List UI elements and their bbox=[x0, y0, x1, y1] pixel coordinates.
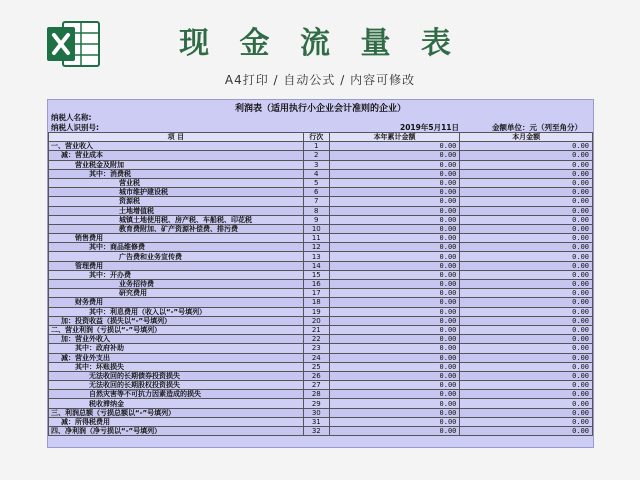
table-cell-row-no[interactable]: 22 bbox=[303, 335, 329, 344]
table-row bbox=[49, 427, 593, 436]
table-cell-ytd[interactable]: 0.00 bbox=[329, 280, 460, 289]
table-cell-item[interactable]: 减：营业成本 bbox=[49, 151, 304, 160]
table-cell-month[interactable]: 0.00 bbox=[460, 344, 593, 353]
taxpayer-name-label: 纳税人名称: bbox=[51, 113, 92, 122]
table-cell-month[interactable]: 0.00 bbox=[460, 408, 593, 417]
table-cell-row-no[interactable]: 32 bbox=[303, 427, 329, 436]
table-cell-month[interactable]: 0.00 bbox=[460, 252, 593, 261]
table-cell-item[interactable]: 税收滞纳金 bbox=[49, 399, 304, 408]
table-row bbox=[49, 371, 593, 380]
table-cell-ytd[interactable]: 0.00 bbox=[329, 325, 460, 334]
table-cell-ytd[interactable]: 0.00 bbox=[329, 234, 460, 243]
table-cell-ytd[interactable]: 0.00 bbox=[329, 417, 460, 426]
unit-label: 金额单位：元（列至角分） bbox=[492, 123, 582, 132]
table-cell-ytd[interactable]: 0.00 bbox=[329, 316, 460, 325]
table-cell-row-no[interactable]: 23 bbox=[303, 344, 329, 353]
table-cell-item[interactable]: 其中：坏账损失 bbox=[49, 362, 304, 371]
table-row bbox=[49, 142, 593, 151]
table-cell-row-no[interactable]: 7 bbox=[303, 197, 329, 206]
table-cell-month[interactable]: 0.00 bbox=[460, 160, 593, 169]
table-cell-month[interactable]: 0.00 bbox=[460, 307, 593, 316]
table-row bbox=[49, 381, 593, 390]
table-cell-ytd[interactable]: 0.00 bbox=[329, 188, 460, 197]
table-cell-month[interactable]: 0.00 bbox=[460, 280, 593, 289]
col-header-month: 本月金额 bbox=[460, 133, 593, 142]
table-cell-item[interactable]: 土地增值税 bbox=[49, 206, 304, 215]
table-cell-ytd[interactable]: 0.00 bbox=[329, 197, 460, 206]
table-cell-item[interactable]: 研究费用 bbox=[49, 289, 304, 298]
table-cell-ytd[interactable]: 0.00 bbox=[329, 289, 460, 298]
table-cell-row-no[interactable]: 3 bbox=[303, 160, 329, 169]
table-cell-row-no[interactable]: 17 bbox=[303, 289, 329, 298]
table-cell-item[interactable]: 资源税 bbox=[49, 197, 304, 206]
table-cell-ytd[interactable]: 0.00 bbox=[329, 178, 460, 187]
table-cell-ytd[interactable]: 0.00 bbox=[329, 215, 460, 224]
table-cell-month[interactable]: 0.00 bbox=[460, 142, 593, 151]
table-cell-month[interactable]: 0.00 bbox=[460, 298, 593, 307]
table-cell-month[interactable]: 0.00 bbox=[460, 325, 593, 334]
table-cell-item[interactable]: 其中：开办费 bbox=[49, 270, 304, 279]
table-row bbox=[49, 344, 593, 353]
table-cell-item[interactable]: 营业税 bbox=[49, 178, 304, 187]
table-cell-month[interactable]: 0.00 bbox=[460, 234, 593, 243]
table-cell-item[interactable]: 加：投资收益（损失以“-”号填列） bbox=[49, 316, 304, 325]
col-header-row-no: 行次 bbox=[303, 133, 329, 142]
table-cell-month[interactable]: 0.00 bbox=[460, 178, 593, 187]
table-cell-row-no[interactable]: 8 bbox=[303, 206, 329, 215]
table-cell-item[interactable]: 二、营业利润（亏损以“-”号填列） bbox=[49, 325, 304, 334]
table-cell-item[interactable]: 减：营业外支出 bbox=[49, 353, 304, 362]
table-row bbox=[49, 408, 593, 417]
table-cell-item[interactable]: 城市维护建设税 bbox=[49, 188, 304, 197]
table-cell-row-no[interactable]: 28 bbox=[303, 390, 329, 399]
table-cell-month[interactable]: 0.00 bbox=[460, 151, 593, 160]
table-cell-month[interactable]: 0.00 bbox=[460, 381, 593, 390]
table-row bbox=[49, 335, 593, 344]
table-cell-month[interactable]: 0.00 bbox=[460, 243, 593, 252]
table-cell-month[interactable]: 0.00 bbox=[460, 224, 593, 233]
table-row bbox=[49, 280, 593, 289]
table-cell-row-no[interactable]: 4 bbox=[303, 169, 329, 178]
table-cell-ytd[interactable]: 0.00 bbox=[329, 261, 460, 270]
table-cell-ytd[interactable]: 0.00 bbox=[329, 160, 460, 169]
table-cell-row-no[interactable]: 29 bbox=[303, 399, 329, 408]
page-subtitle: A4打印 / 自动公式 / 内容可修改 bbox=[224, 73, 416, 87]
table-cell-row-no[interactable]: 9 bbox=[303, 215, 329, 224]
table-cell-row-no[interactable]: 13 bbox=[303, 252, 329, 261]
table-cell-item[interactable]: 销售费用 bbox=[49, 234, 304, 243]
table-cell-month[interactable]: 0.00 bbox=[460, 390, 593, 399]
table-cell-ytd[interactable]: 0.00 bbox=[329, 335, 460, 344]
table-cell-row-no[interactable]: 10 bbox=[303, 224, 329, 233]
table-cell-row-no[interactable]: 1 bbox=[303, 142, 329, 151]
table-cell-ytd[interactable]: 0.00 bbox=[329, 151, 460, 160]
table-cell-month[interactable]: 0.00 bbox=[460, 335, 593, 344]
table-cell-ytd[interactable]: 0.00 bbox=[329, 381, 460, 390]
table-row bbox=[49, 215, 593, 224]
table-cell-row-no[interactable]: 31 bbox=[303, 417, 329, 426]
table-cell-ytd[interactable]: 0.00 bbox=[329, 427, 460, 436]
table-cell-item[interactable]: 其中：消费税 bbox=[49, 169, 304, 178]
table-cell-row-no[interactable]: 27 bbox=[303, 381, 329, 390]
table-row bbox=[49, 399, 593, 408]
table-cell-month[interactable]: 0.00 bbox=[460, 399, 593, 408]
table-cell-month[interactable]: 0.00 bbox=[460, 427, 593, 436]
table-cell-month[interactable]: 0.00 bbox=[460, 353, 593, 362]
table-cell-month[interactable]: 0.00 bbox=[460, 261, 593, 270]
table-cell-ytd[interactable]: 0.00 bbox=[329, 362, 460, 371]
table-cell-ytd[interactable]: 0.00 bbox=[329, 206, 460, 215]
table-cell-ytd[interactable]: 0.00 bbox=[329, 169, 460, 178]
table-row bbox=[49, 270, 593, 279]
table-row bbox=[49, 261, 593, 270]
table-row bbox=[49, 316, 593, 325]
table-cell-item[interactable]: 四、净利润（净亏损以“-”号填列） bbox=[49, 427, 304, 436]
table-row bbox=[49, 243, 593, 252]
table-row bbox=[49, 307, 593, 316]
table-cell-item[interactable]: 财务费用 bbox=[49, 298, 304, 307]
table-cell-ytd[interactable]: 0.00 bbox=[329, 344, 460, 353]
table-row bbox=[49, 169, 593, 178]
table-cell-ytd[interactable]: 0.00 bbox=[329, 390, 460, 399]
table-cell-ytd[interactable]: 0.00 bbox=[329, 252, 460, 261]
table-row bbox=[49, 197, 593, 206]
table-cell-month[interactable]: 0.00 bbox=[460, 169, 593, 178]
table-cell-item[interactable]: 三、利润总额（亏损总额以“-”号填列） bbox=[49, 408, 304, 417]
table-cell-row-no[interactable]: 16 bbox=[303, 280, 329, 289]
table-cell-month[interactable]: 0.00 bbox=[460, 206, 593, 215]
table-cell-row-no[interactable]: 30 bbox=[303, 408, 329, 417]
table-cell-month[interactable]: 0.00 bbox=[460, 270, 593, 279]
table-row bbox=[49, 417, 593, 426]
table-row bbox=[49, 160, 593, 169]
table-cell-row-no[interactable]: 14 bbox=[303, 261, 329, 270]
table-cell-row-no[interactable]: 12 bbox=[303, 243, 329, 252]
table-row bbox=[49, 151, 593, 160]
table-cell-month[interactable]: 0.00 bbox=[460, 289, 593, 298]
table-cell-month[interactable]: 0.00 bbox=[460, 188, 593, 197]
table-cell-row-no[interactable]: 25 bbox=[303, 362, 329, 371]
table-row bbox=[49, 188, 593, 197]
table-row bbox=[49, 362, 593, 371]
table-cell-item[interactable]: 加：营业外收入 bbox=[49, 335, 304, 344]
table-row bbox=[49, 353, 593, 362]
table-cell-ytd[interactable]: 0.00 bbox=[329, 371, 460, 380]
table-cell-item[interactable]: 一、营业收入 bbox=[49, 142, 304, 151]
table-cell-ytd[interactable]: 0.00 bbox=[329, 408, 460, 417]
table-row bbox=[49, 252, 593, 261]
table-cell-item[interactable]: 其中：商品维修费 bbox=[49, 243, 304, 252]
table-cell-row-no[interactable]: 26 bbox=[303, 371, 329, 380]
table-cell-row-no[interactable]: 20 bbox=[303, 316, 329, 325]
table-cell-month[interactable]: 0.00 bbox=[460, 371, 593, 380]
table-cell-ytd[interactable]: 0.00 bbox=[329, 298, 460, 307]
table-row bbox=[49, 178, 593, 187]
table-cell-item[interactable]: 无法收回的长期债券投资损失 bbox=[49, 371, 304, 380]
table-row bbox=[49, 234, 593, 243]
table-cell-ytd[interactable]: 0.00 bbox=[329, 243, 460, 252]
table-cell-item[interactable]: 其中：政府补助 bbox=[49, 344, 304, 353]
table-cell-row-no[interactable]: 5 bbox=[303, 178, 329, 187]
table-cell-month[interactable]: 0.00 bbox=[460, 197, 593, 206]
table-cell-row-no[interactable]: 19 bbox=[303, 307, 329, 316]
table-cell-item[interactable]: 教育费附加、矿产资源补偿费、排污费 bbox=[49, 224, 304, 233]
report-date: 2019年5月11日 bbox=[400, 123, 460, 132]
table-row bbox=[49, 298, 593, 307]
table-cell-row-no[interactable]: 18 bbox=[303, 298, 329, 307]
table-row bbox=[49, 206, 593, 215]
table-cell-ytd[interactable]: 0.00 bbox=[329, 353, 460, 362]
table-row bbox=[49, 224, 593, 233]
income-statement-table bbox=[48, 132, 593, 436]
table-cell-item[interactable]: 广告费和业务宣传费 bbox=[49, 252, 304, 261]
table-cell-item[interactable]: 营业税金及附加 bbox=[49, 160, 304, 169]
table-row bbox=[49, 390, 593, 399]
sheet-title: 利润表（适用执行小企业会计准则的企业） bbox=[234, 104, 406, 114]
col-header-item: 项 目 bbox=[49, 133, 304, 142]
table-cell-ytd[interactable]: 0.00 bbox=[329, 270, 460, 279]
taxpayer-id-label: 纳税人识别号: bbox=[51, 123, 99, 132]
table-cell-row-no[interactable]: 6 bbox=[303, 188, 329, 197]
spreadsheet bbox=[47, 99, 594, 448]
table-cell-month[interactable]: 0.00 bbox=[460, 316, 593, 325]
table-cell-item[interactable]: 业务招待费 bbox=[49, 280, 304, 289]
table-row bbox=[49, 325, 593, 334]
table-cell-month[interactable]: 0.00 bbox=[460, 215, 593, 224]
table-cell-item[interactable]: 自然灾害等不可抗力因素造成的损失 bbox=[49, 390, 304, 399]
table-cell-month[interactable]: 0.00 bbox=[460, 362, 593, 371]
table-cell-ytd[interactable]: 0.00 bbox=[329, 307, 460, 316]
table-cell-row-no[interactable]: 11 bbox=[303, 234, 329, 243]
table-cell-row-no[interactable]: 21 bbox=[303, 325, 329, 334]
table-cell-item[interactable]: 其中：利息费用（收入以“-”号填列） bbox=[49, 307, 304, 316]
page-title: 现 金 流 量 表 bbox=[179, 26, 461, 61]
table-cell-item[interactable]: 管理费用 bbox=[49, 261, 304, 270]
table-cell-ytd[interactable]: 0.00 bbox=[329, 142, 460, 151]
table-cell-ytd[interactable]: 0.00 bbox=[329, 224, 460, 233]
table-cell-item[interactable]: 减：所得税费用 bbox=[49, 417, 304, 426]
table-cell-row-no[interactable]: 2 bbox=[303, 151, 329, 160]
table-cell-month[interactable]: 0.00 bbox=[460, 417, 593, 426]
table-cell-row-no[interactable]: 15 bbox=[303, 270, 329, 279]
table-header-row bbox=[49, 133, 593, 142]
table-cell-ytd[interactable]: 0.00 bbox=[329, 399, 460, 408]
col-header-ytd: 本年累计金额 bbox=[329, 133, 460, 142]
table-row bbox=[49, 289, 593, 298]
table-cell-row-no[interactable]: 24 bbox=[303, 353, 329, 362]
table-cell-item[interactable]: 城镇土地使用税、房产税、车船税、印花税 bbox=[49, 215, 304, 224]
table-cell-item[interactable]: 无法收回的长期股权投资损失 bbox=[49, 381, 304, 390]
